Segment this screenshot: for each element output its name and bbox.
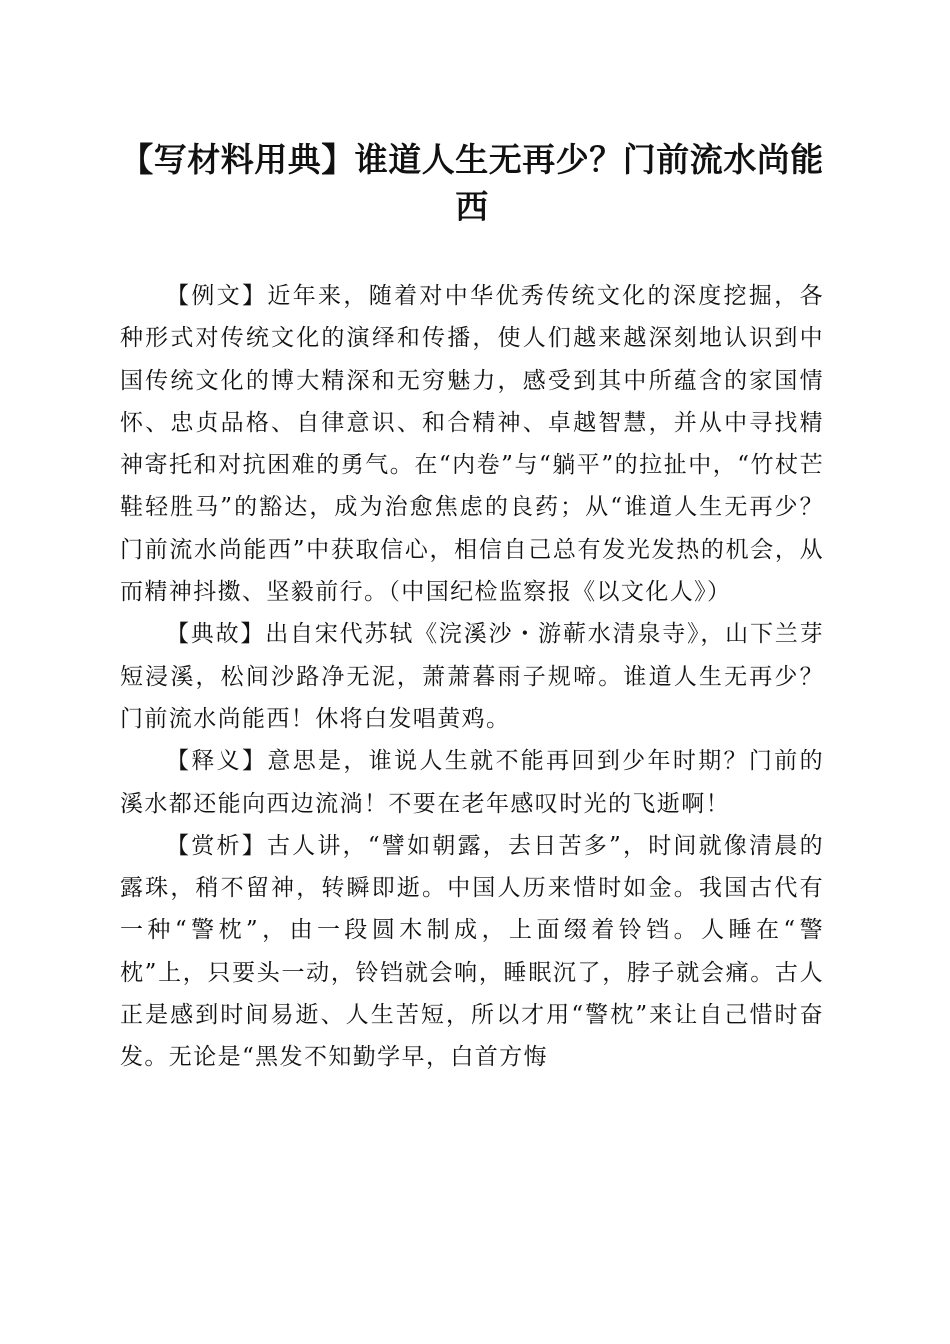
paragraph-label: 【例文】 <box>166 283 268 309</box>
paragraph-allusion <box>120 613 824 740</box>
paragraph-label: 【赏析】 <box>166 832 267 859</box>
paragraph-label: 【释义】 <box>166 748 268 775</box>
paragraph-appreciation <box>120 825 824 1079</box>
paragraph-text: 意思是，谁说人生就不能再回到少年时期？门前的溪水都还能向西边流淌！不要在老年感叹时光的飞逝啊！ <box>120 748 824 817</box>
document-title: 【写材料用典】谁道人生无再少？门前流水尚能西 <box>120 140 824 226</box>
paragraph-text: 出自宋代苏轼《浣溪沙・游蕲水清泉寺》，山下兰芽短浸溪，松间沙路净无泥，萧萧暮雨子规啼。谁道人生无再少？门前流水尚能西！休将白发唱黄鸡。 <box>120 621 824 732</box>
paragraph-example <box>120 275 824 613</box>
paragraph-label: 【典故】 <box>166 621 266 648</box>
document-page <box>120 136 824 1079</box>
paragraph-text: 古人讲，“譬如朝露，去日苦多”，时间就像清晨的露珠，稍不留神，转瞬即逝。中国人历来惜时如金。我国古代有一种“警枕”，由一段圆木制成，上面缀着铃铛。人睡在“警枕”上，只要头一动，铃铛就会响，睡眠沉了，脖子就会痛。古人正是感到时间易逝、人生苦短，所以才用“警枕”来让自己惜时奋发。无论是“黑发不知勤学早，白首方悔 <box>120 832 824 1071</box>
paragraph-meaning <box>120 740 824 825</box>
paragraph-text: 近年来，随着对中华优秀传统文化的深度挖掘，各种形式对传统文化的演绎和传播，使人们越来越深刻地认识到中国传统文化的博大精深和无穷魅力，感受到其中所蕴含的家国情怀、忠贞品格、自律意识、和合精神、卓越智慧，并从中寻找精神寄托和对抗困难的勇气。在“内卷”与“躺平”的拉扯中，“竹杖芒鞋轻胜马”的豁达，成为治愈焦虑的良药；从“谁道人生无再少？门前流水尚能西”中获取信心，相信自己总有发光发热的机会，从而精神抖擞、坚毅前行。（中国纪检监察报《以文化人》） <box>120 283 824 606</box>
